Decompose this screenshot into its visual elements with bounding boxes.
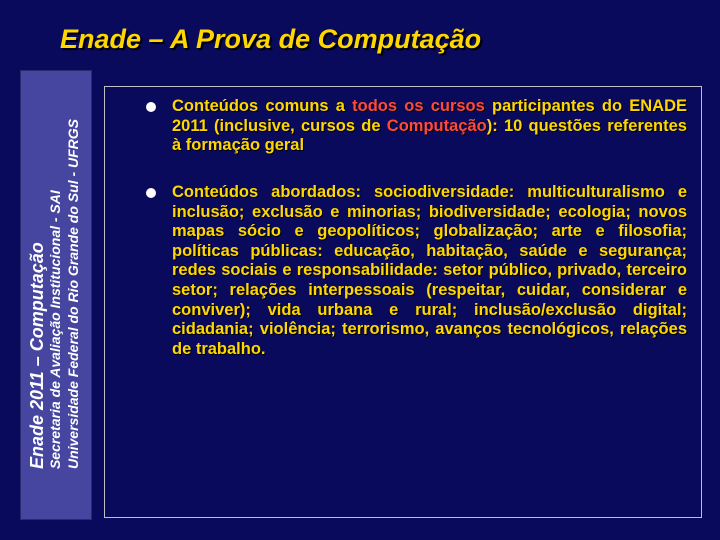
sidebar-line-course: Enade 2011 – Computação [27,242,47,470]
bullet-1-highlight-todos: todos os cursos [352,97,485,115]
bullet-1-part-5: ): 10 questões referentes à formação geral [172,116,687,155]
bullet-1-part-3: participantes do ENADE 2011 (inclusive, cursos de [172,97,687,135]
slide-title: Enade – A Prova de Computação [60,24,482,54]
bullet-1-part-1: Conteúdos comuns a [172,97,353,115]
bullet-text-1 [172,97,687,156]
bullet-dot-2 [146,188,156,198]
bullet-dot-1 [146,102,156,112]
sidebar-line-university: Universidade Federal do Rio Grande do Sul - UFRGS [65,118,81,470]
sidebar-line-secretaria: Secretaria de Avaliação Institucional - SAI [47,190,63,470]
bullet-text-2: Conteúdos abordados: sociodiversidade: multiculturalismo e inclusão; exclusão e minorias; biodiversidade; ecologia; novos mapas sócio e geopolíticos; globalização; arte e filosofia; políticas públicas: educação, habitação, saúde e segurança; redes sociais e responsabilidade: setor público, privado, terceiro setor; relações interpessoais (respeitar, cuidar, considerar e conviver); vida urbana e rural; inclusão/exclusão digital; cidadania; violência; terrorismo, avanços tecnológicos, relações de trabalho. [172,183,687,358]
sidebar-text [20,70,90,518]
bullet-1-highlight-computacao: Computação [386,116,487,135]
